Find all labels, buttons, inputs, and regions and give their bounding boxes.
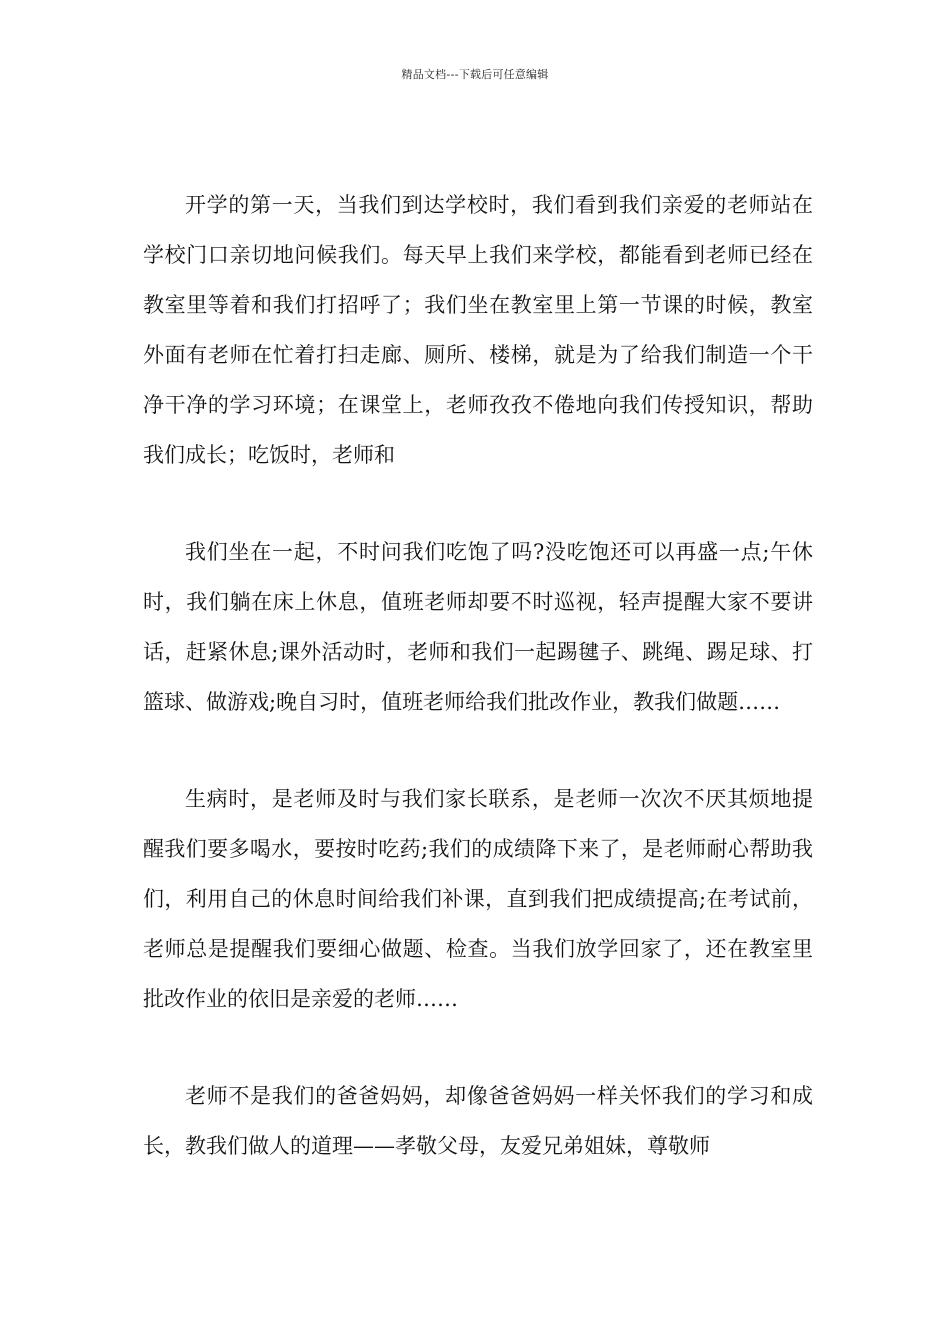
paragraph-2: 我们坐在一起，不时问我们吃饱了吗?没吃饱还可以再盛一点;午休时，我们躺在床上休息，值班老师却要不时巡视，轻声提醒大家不要讲话，赶紧休息;课外活动时，老师和我们一起踢毽子、跳绳、踢足球、打篮球、做游戏;晚自习时，值班老师给我们批改作业，教我们做题…… bbox=[143, 540, 813, 714]
page-header: 精品文档---下载后可任意编辑 bbox=[401, 68, 549, 81]
paragraph-1: 开学的第一天，当我们到达学校时，我们看到我们亲爱的老师站在学校门口亲切地问候我们。每天早上我们来学校，都能看到老师已经在教室里等着和我们打招呼了；我们坐在教室里上第一节课的时候，教室外面有老师在忙着打扫走廊、厕所、楼梯，就是为了给我们制造一个干净干净的学习环境；在课堂上，老师孜孜不倦地向我们传授知识，帮助我们成长；吃饭时，老师和 bbox=[143, 193, 813, 467]
paragraph-4: 老师不是我们的爸爸妈妈，却像爸爸妈妈一样关怀我们的学习和成长，教我们做人的道理——孝敬父母，友爱兄弟姐妹，尊敬师 bbox=[143, 1084, 813, 1158]
document-body bbox=[143, 180, 813, 1171]
paragraph-3: 生病时，是老师及时与我们家长联系，是老师一次次不厌其烦地提醒我们要多喝水，要按时吃药;我们的成绩降下来了，是老师耐心帮助我们，利用自己的休息时间给我们补课，直到我们把成绩提高;在考试前，老师总是提醒我们要细心做题、检查。当我们放学回家了，还在教室里批改作业的依旧是亲爱的老师…… bbox=[143, 787, 813, 1011]
